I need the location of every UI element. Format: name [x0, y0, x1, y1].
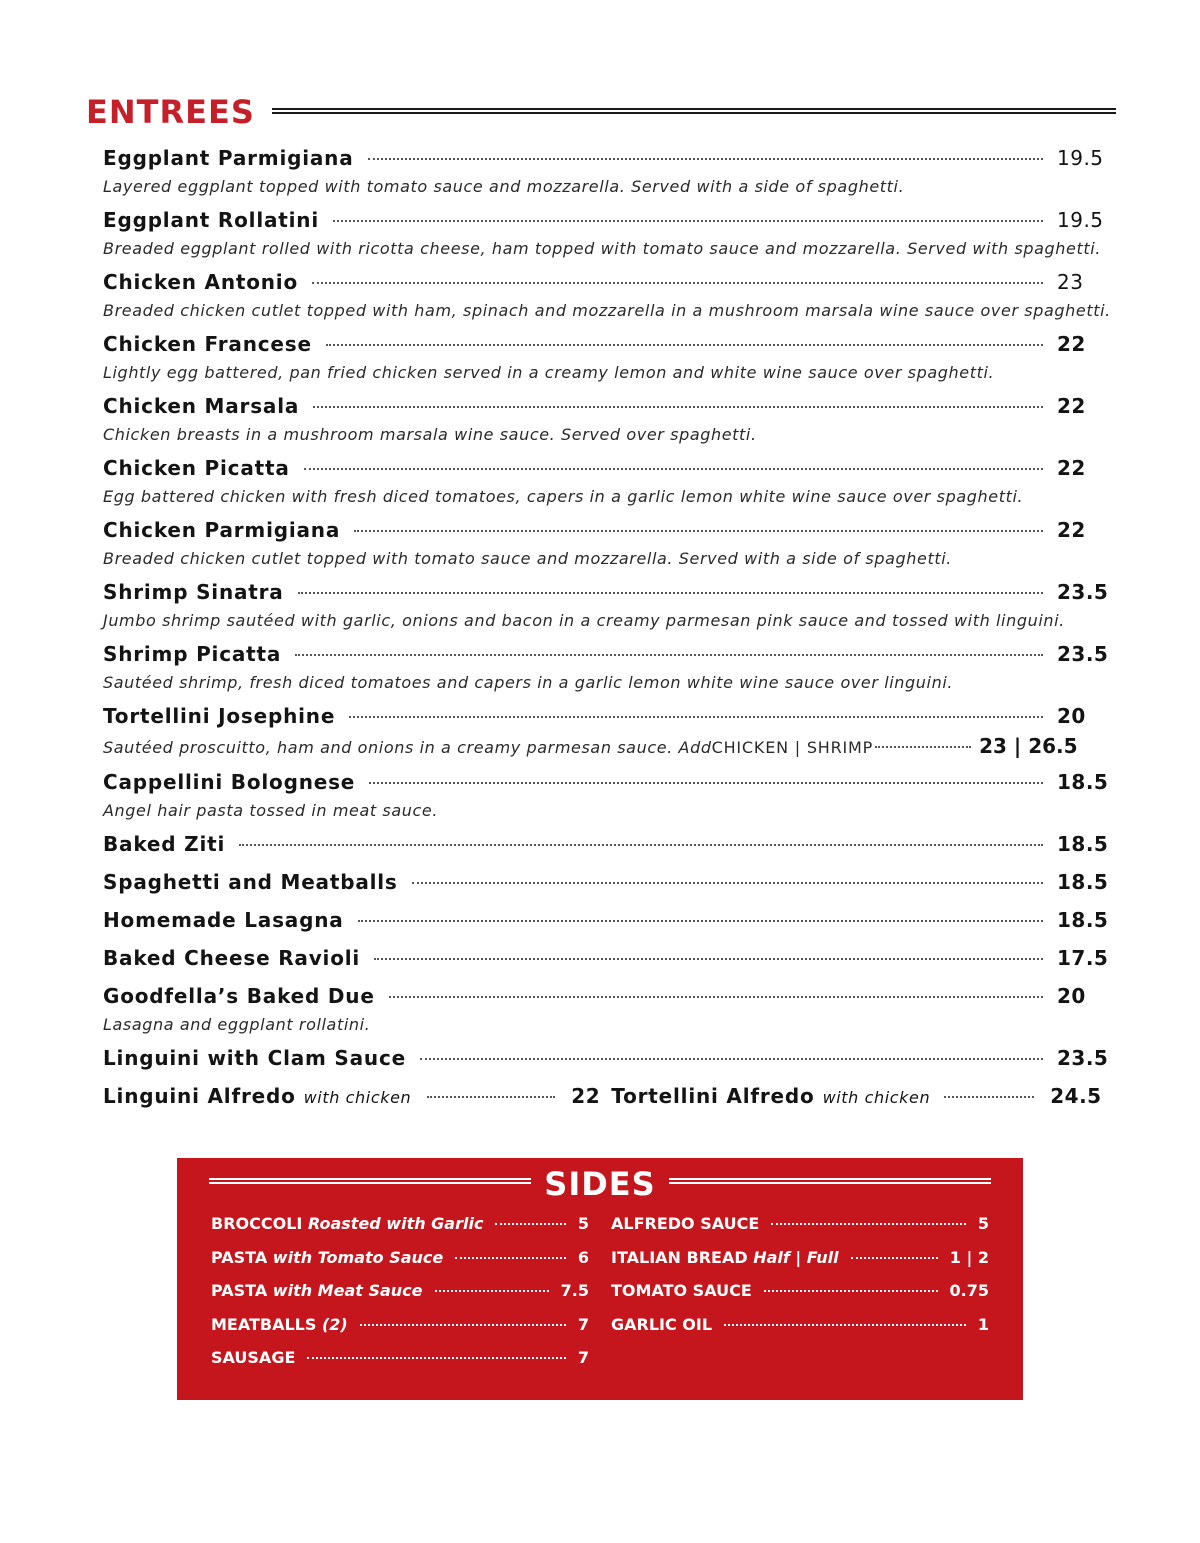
item-name: Tortellini Alfredo — [611, 1084, 815, 1108]
side-item-name — [611, 1214, 759, 1233]
menu-item — [103, 208, 1113, 260]
item-description: Breaded chicken cutlet topped with tomato sauce and mozzarella. Served with a side of spaghetti. — [103, 549, 952, 568]
item-price: 20 — [1057, 704, 1086, 728]
item-price: 24.5 — [1050, 1084, 1102, 1108]
menu-item-row — [103, 1046, 1113, 1076]
menu-item — [103, 832, 1113, 862]
menu-item-row — [103, 984, 1113, 1014]
item-note: with chicken — [303, 1088, 412, 1107]
menu-item-row — [103, 270, 1113, 300]
menu-item — [103, 456, 1113, 508]
side-item-price: 0.75 — [949, 1281, 989, 1300]
item-name: Shrimp Sinatra — [103, 580, 284, 604]
menu-item — [103, 984, 1113, 1036]
side-item-price: 5 — [977, 1214, 989, 1233]
menu-item — [103, 1084, 611, 1108]
menu-item — [103, 580, 1113, 632]
dot-leader — [354, 530, 1043, 532]
item-description: Breaded eggplant rolled with ricotta cheese, ham topped with tomato sauce and mozzarella. Served with spaghetti. — [103, 239, 1101, 258]
item-name: Eggplant Rollatini — [103, 208, 319, 232]
menu-item — [103, 770, 1113, 822]
dot-leader — [312, 282, 1043, 284]
item-price: 23.5 — [1057, 580, 1109, 604]
side-name-label: TOMATO SAUCE — [611, 1281, 752, 1300]
item-name: Spaghetti and Meatballs — [103, 870, 398, 894]
item-name: Shrimp Picatta — [103, 642, 282, 666]
dot-leader — [875, 746, 971, 748]
item-price: 23.5 — [1057, 642, 1109, 666]
item-price: 17.5 — [1057, 946, 1109, 970]
menu-item — [103, 642, 1113, 694]
dot-leader — [304, 468, 1043, 470]
side-item-price: 7.5 — [560, 1281, 589, 1300]
dot-leader — [389, 996, 1043, 998]
menu-item — [103, 704, 1113, 760]
item-name: Cappellini Bolognese — [103, 770, 356, 794]
item-name: Chicken Marsala — [103, 394, 300, 418]
dot-leader — [333, 220, 1043, 222]
menu-item-row — [103, 704, 1113, 734]
item-name: Linguini with Clam Sauce — [103, 1046, 406, 1070]
item-price: 19.5 — [1057, 208, 1104, 232]
item-price: 18.5 — [1057, 870, 1109, 894]
item-description: Chicken breasts in a mushroom marsala wine sauce. Served over spaghetti. — [103, 425, 757, 444]
side-item — [211, 1281, 589, 1315]
addon-price: 23 | 26.5 — [979, 734, 1078, 758]
dot-leader — [307, 1357, 565, 1359]
dot-leader — [313, 406, 1043, 408]
side-name-note: Half | Full — [753, 1247, 839, 1267]
item-price: 23.5 — [1057, 1046, 1109, 1070]
dot-leader — [764, 1290, 938, 1292]
item-name: Chicken Francese — [103, 332, 312, 356]
sides-rule-right — [669, 1178, 991, 1184]
item-name: Eggplant Parmigiana — [103, 146, 354, 170]
item-name: Chicken Picatta — [103, 456, 290, 480]
side-item — [211, 1248, 589, 1282]
side-item-price: 7 — [577, 1314, 589, 1334]
item-name: Baked Ziti — [103, 832, 226, 856]
side-name-note: with Meat Sauce — [272, 1281, 423, 1300]
menu-item-row — [103, 394, 1113, 424]
item-name: Homemade Lasagna — [103, 908, 344, 932]
side-item-name — [211, 1214, 483, 1233]
item-description: Lasagna and eggplant rollatini. — [103, 1015, 371, 1034]
item-price: 18.5 — [1057, 832, 1109, 856]
menu-item — [103, 946, 1113, 976]
menu-item-row — [103, 518, 1113, 548]
sides-right-column — [611, 1214, 989, 1348]
item-price: 22 — [571, 1084, 601, 1108]
menu-item-row — [103, 908, 1113, 938]
side-item-price: 5 — [577, 1214, 589, 1233]
dot-leader — [944, 1096, 1034, 1098]
alfredo-row — [103, 1084, 1113, 1114]
side-item — [211, 1348, 589, 1382]
side-name-label: ITALIAN BREAD — [611, 1247, 748, 1267]
dot-leader — [298, 592, 1043, 594]
item-name: Tortellini Josephine — [103, 704, 336, 728]
sides-left-column — [211, 1214, 589, 1382]
side-item — [611, 1214, 989, 1248]
side-item — [211, 1315, 589, 1349]
item-price: 22 — [1057, 332, 1086, 356]
dot-leader — [435, 1290, 549, 1292]
side-name-note: with Tomato Sauce — [272, 1247, 444, 1267]
dot-leader — [349, 716, 1043, 718]
dot-leader — [851, 1257, 938, 1259]
side-name-label: BROCCOLI — [211, 1214, 303, 1233]
menu-item-row — [103, 832, 1113, 862]
menu-item — [103, 870, 1113, 900]
item-note: with chicken — [822, 1088, 931, 1107]
menu-item — [103, 1046, 1113, 1076]
menu-item — [103, 270, 1113, 322]
side-name-label: PASTA — [211, 1281, 268, 1300]
dot-leader — [358, 920, 1043, 922]
item-price: 18.5 — [1057, 908, 1109, 932]
side-item-price: 7 — [577, 1348, 589, 1367]
side-item-name — [211, 1348, 295, 1367]
dot-leader — [295, 654, 1043, 656]
entrees-list — [103, 146, 1113, 1114]
item-description: Lightly egg battered, pan fried chicken served in a creamy lemon and white wine sauce over spaghetti. — [103, 363, 995, 382]
dot-leader — [360, 1324, 566, 1326]
side-item — [611, 1315, 989, 1349]
side-item-name — [611, 1281, 752, 1300]
side-item-name — [611, 1315, 712, 1334]
dot-leader — [420, 1058, 1043, 1060]
side-name-note: (2) — [321, 1314, 348, 1334]
dot-leader — [369, 782, 1043, 784]
side-name-note: Roasted with Garlic — [307, 1214, 484, 1233]
item-description-row — [103, 734, 1113, 760]
side-name-label: MEATBALLS — [211, 1314, 317, 1334]
item-name: Linguini Alfredo — [103, 1084, 296, 1108]
side-name-label: GARLIC OIL — [611, 1314, 713, 1334]
side-item — [611, 1248, 989, 1282]
item-price: 23 — [1057, 270, 1084, 294]
item-price: 20 — [1057, 984, 1086, 1008]
item-description: Layered eggplant topped with tomato sauce and mozzarella. Served with a side of spaghetti. — [103, 177, 905, 196]
item-description: Jumbo shrimp sautéed with garlic, onions and bacon in a creamy parmesan pink sauce and tossed with linguini. — [103, 611, 1065, 630]
side-item-name — [611, 1248, 839, 1267]
side-item-price: 1 | 2 — [949, 1247, 989, 1267]
menu-item — [103, 908, 1113, 938]
side-item-price: 1 — [977, 1314, 989, 1334]
addon-label: CHICKEN | SHRIMP — [711, 738, 874, 757]
item-name: Goodfella’s Baked Due — [103, 984, 375, 1008]
menu-item — [103, 394, 1113, 446]
item-description: Angel hair pasta tossed in meat sauce. — [103, 801, 439, 820]
dot-leader — [495, 1223, 565, 1225]
header-double-rule — [272, 108, 1116, 114]
sides-panel — [177, 1158, 1023, 1400]
menu-item — [611, 1084, 1101, 1108]
item-price: 18.5 — [1057, 770, 1109, 794]
dot-leader — [374, 958, 1043, 960]
side-name-label: PASTA — [211, 1247, 268, 1267]
dot-leader — [724, 1324, 966, 1326]
dot-leader — [412, 882, 1043, 884]
item-description: Sautéed shrimp, fresh diced tomatoes and capers in a garlic lemon white wine sauce over linguini. — [103, 673, 954, 692]
menu-item-row — [103, 332, 1113, 362]
dot-leader — [368, 158, 1043, 160]
dot-leader — [326, 344, 1043, 346]
dot-leader — [427, 1096, 555, 1098]
side-item — [611, 1281, 989, 1315]
menu-item-row — [103, 146, 1113, 176]
side-item-name — [211, 1281, 423, 1300]
side-item-name — [211, 1315, 348, 1334]
sides-title: SIDES — [544, 1165, 656, 1203]
side-item-price: 6 — [577, 1247, 589, 1267]
entrees-header — [86, 90, 1116, 140]
menu-item-row — [103, 456, 1113, 486]
section-title: ENTREES — [86, 93, 255, 131]
menu-item — [103, 146, 1113, 198]
dot-leader — [771, 1223, 966, 1225]
dot-leader — [239, 844, 1043, 846]
menu-item-row — [103, 946, 1113, 976]
item-name: Chicken Parmigiana — [103, 518, 341, 542]
menu-item — [103, 332, 1113, 384]
item-description: Sautéed proscuitto, ham and onions in a creamy parmesan sauce. Add — [103, 738, 712, 757]
side-name-label: ALFREDO SAUCE — [611, 1214, 760, 1233]
menu-item-row — [103, 208, 1113, 238]
menu-item-row — [103, 580, 1113, 610]
item-description: Egg battered chicken with fresh diced tomatoes, capers in a garlic lemon white wine sauce over spaghetti. — [103, 487, 1024, 506]
item-price: 22 — [1057, 456, 1086, 480]
item-price: 19.5 — [1057, 146, 1104, 170]
dot-leader — [455, 1257, 566, 1259]
menu-item-row — [103, 870, 1113, 900]
item-price: 22 — [1057, 518, 1086, 542]
menu-item — [103, 518, 1113, 570]
side-item-name — [211, 1248, 443, 1267]
menu-item-row — [103, 770, 1113, 800]
item-description: Breaded chicken cutlet topped with ham, spinach and mozzarella in a mushroom marsala wine sauce over spaghetti. — [103, 301, 1111, 320]
item-name: Chicken Antonio — [103, 270, 299, 294]
side-name-label: SAUSAGE — [211, 1348, 296, 1367]
menu-item-row — [103, 642, 1113, 672]
side-item — [211, 1214, 589, 1248]
item-name: Baked Cheese Ravioli — [103, 946, 361, 970]
item-price: 22 — [1057, 394, 1086, 418]
